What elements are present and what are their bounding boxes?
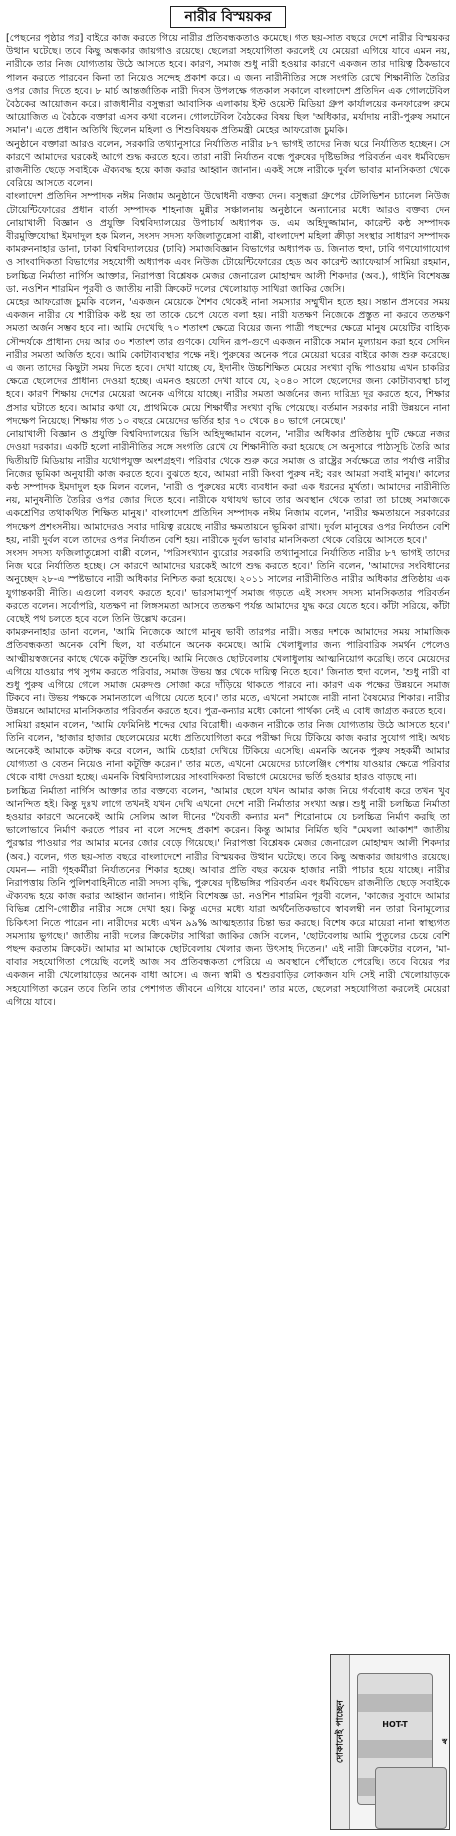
article-paragraph: নোয়াখালী বিজ্ঞান ও প্রযুক্তি বিশ্ববিদ্যালয়ের ভিসি অহিদুজ্জামান বলেন, 'নারীর অধিকার প্রতিষ্ঠায় দুটি ক্ষেত্রে নজর দেওয়া দরকার। একটি হলো নারীনীতির সঙ্গে সংগতি রেখে যে শিক্ষানীতি করা হয়েছে সে অনুসারে পাঠ্যসূচি তৈরি আর দ্বিতীয়টি মিডিয়ায় নারীর যথোপযুক্ত অংশগ্রহণ। পরিবার থেকে শুরু করে সমাজ ও রাষ্ট্রের সর্বক্ষেত্রে তার পর্যাপ্ত নারীর নিজের ভূমিকা অনুযায়ী কাজ করতে হবে। বুঝতে হবে, আমরা নারী কিংবা পুরুষ নই; বরং আমরা সবাই মানুষ।' কালের কণ্ঠ সম্পাদক ইমদাদুল হক মিলন বলেন, 'নারী ও পুরুষের মধ্যে ব্যবধান করা এক ধরনের মূর্খতা। আমাদের নারীনীতি নয়, মানুষনীতি তৈরির ওপর জোর দিতে হবে। নারীকে যথাযথ ভাবে তার অবস্থান থেকে তারা তা চাচ্ছে সমাজকে একশ্রেণির তথাকথিত শিক্ষিত মানুষ।' বাংলাদেশ প্রতিদিন সম্পাদক নঈম নিজাম বলেন, 'নারীর ক্ষমতায়নে সরকারের পদক্ষেপ প্রশংসনীয়। আমাদেরও সবার দায়িত্ব রয়েছে নারীর ক্ষমতায়নে ভূমিকা রাখা। দুর্বল মানুষের ওপর নির্যাতন বেশি হয়, নারী দুর্বল বলে তাদের ওপর নির্যাতন বেশি হয়। নারীকে দুর্বল ভাবার মানসিকতা থেকে বেরিয়ে আসতে হবে।' <box>6 429 450 546</box>
article-paragraph: কামরুননাহার ডানা বলেন, 'আমি নিজেকে আগে মানুষ ভাবী তারপর নারী। সত্তর দশকে আমাদের সময় সামাজিক প্রতিবন্ধকতা অনেক বেশি ছিল, যা বর্তমানে অনেক কমেছে। আমি খেলাধুলার জন্য পারিবারিক সমর্থন পেলেও আত্মীয়স্বজনের কাছে থেকে কটূক্তি শুনেছি। আমি নিজেও ছোটবেলায় খেলাধুলায় আত্মনিয়োগ করেছি। তবে মেয়েদের এগিয়ে যাওয়ার পথ সুগম করতে পরিবার, সমাজ উভয় স্তর থেকে দায়িত্ব নিতে হবে।' জিনাত হুদা বলেন, 'শুধু নারী বা শুধু পুরুষ এগিয়ে গেলে সমাজ মেরুদণ্ড সোজা করে দাঁড়িয়ে থাকতে পারবে না। কারণ এক পক্ষের উন্নয়নে সমাজ টিকবে না। উভয় পক্ষকে সমানতালে এগিয়ে যেতে হবে।' তার মতে, এখনো সমাজে নারী নানা বৈষম্যের শিকার। নারীর উন্নয়নে আমাদের মানসিকতার পরিবর্তন করতে হবে। পুত্র-কন্যার মধ্যে কোনো পার্থক্য নেই এ বোধ জাগ্রত করতে হবে। <box>6 627 450 718</box>
product-bag-image-2 <box>375 1767 447 1829</box>
article-body <box>6 32 450 1830</box>
product-label: HOT-T <box>382 1720 408 1729</box>
article-paragraph: অনুষ্ঠানে বক্তারা আরও বলেন, সরকারি তথ্যানুসারে নির্যাতিত নারীর ৮৭ ভাগই তাদের নিজ ঘরে নির্যাতিত হচ্ছেন। সে কারণে আমাদের ঘরকেই আগে শুদ্ধ করতে হবে। তারা নারী নির্যাতন বন্ধে পুরুষের দৃষ্টিভঙ্গির পরিবর্তন এবং ধর্মবিভেদ রাজনীতি ছেড়ে সবাইকে ঐক্যবদ্ধ হয়ে কাজ করার আহ্বান জানান। একই সঙ্গে নারীকে দুর্বল ভাবার মানসিকতা থেকে বেরিয়ে আসতে বলেন। <box>6 138 450 190</box>
article-paragraph: [পেছনের পৃষ্ঠার পর] বাইরে কাজ করতে গিয়ে নারীর প্রতিবন্ধকতাও কমেছে। গত ছয়-সাত বছরে দেশে নারীর বিস্ময়কর উত্থান ঘটেছে। তবে কিছু অন্ধকার জায়গাও রয়েছে। ছেলেরা সহযোগিতা করলেই যে মেয়েরা এগিয়ে যাবে এমন নয়, নারীকে তার নিজ যোগ্যতায় উঠে আসতে হবে। কারণ, সমাজ শুধু নারী হওয়ার কারণে একজন তার দায়িত্ব ঠিকভাবে পালন করতে পারবেন কিনা তা নিয়েও সন্দেহ প্রকাশ করে। এ জন্য নারীনীতির সঙ্গে সংগতি রেখে শিক্ষানীতি তৈরির ওপর জোর দিতে হবে। ৮ মার্চ আন্তর্জাতিক নারী দিবস উপলক্ষে গতকাল সকালে বাংলাদেশ প্রতিদিন এক গোলটেবিল বৈঠকের আয়োজন করে। রাজধানীর বসুন্ধরা আবাসিক এলাকায় ইস্ট ওয়েস্ট মিডিয়া গ্রুপ কার্যালয়ের কনফারেন্স রুমে আয়োজিত এ বৈঠকে বক্তারা এসব কথা বলেন। গোলটেবিল বৈঠকের বিষয় ছিল 'অধিকার, মর্যাদায় নারী-পুরুষ সমানে সমান'। এতে প্রধান অতিথি ছিলেন মহিলা ও শিশুবিষয়ক প্রতিমন্ত্রী মেহের আফরোজ চুমকি। <box>6 33 450 137</box>
article-paragraph: বাংলাদেশ প্রতিদিন সম্পাদক নঈম নিজাম অনুষ্ঠানে উদ্বোধনী বক্তব্য দেন। বসুন্ধরা গ্রুপের টেলিভিশন চ্যানেল নিউজ টোয়েন্টিফোরের প্রধান বার্তা সম্পাদক শাহনাজ মুন্নীর সঞ্চালনায় অনুষ্ঠানে অন্যান্যের মধ্যে আরও বক্তব্য দেন নোয়াখালী বিজ্ঞান ও প্রযুক্তি বিশ্ববিদ্যালয়ের উপাচার্য অধ্যাপক ড. এম অহিদুজ্জামান, কারেন্ট কন্ঠ সম্পাদক বীরমুক্তিযোদ্ধা ইমদাদুল হক মিলন, সংসদ সদস্য ফজিলাতুন্নেসা বাপ্পী, বাংলাদেশ মহিলা ক্রীড়া সংস্থার সাধারণ সম্পাদক কামরুননাহার ডানা, ঢাকা বিশ্ববিদ্যালয়ের (ঢাবি) সমাজবিজ্ঞান বিভাগের অধ্যাপক ড. জিনাত হুদা, ঢাবি গণযোগাযোগ ও সাংবাদিকতা বিভাগের সহযোগী অধ্যাপক এবং নিউজ টোয়েন্টিফোরের হেড অব কারেন্ট অ্যাফেয়ার্স সামিয়া রহমান, চলচ্চিত্র নির্মাতা নার্গিস আক্তার, নিরাপত্তা বিশ্লেষক মেজর জেনারেল মোহাম্মদ আলী শিকদার (অব.), গাইনি বিশেষজ্ঞ ডা. নওশিন শারমিন পূরবী ও জাতীয় নারী ক্রিকেট দলের খেলোয়াড় সাথিরা জাকির জেসি। <box>6 191 450 295</box>
ad-side-text: স্ব <box>442 1737 447 1746</box>
article-paragraph: চলচ্চিত্র নির্মাতা নার্গিস আক্তার তার বক্তব্যে বলেন, 'আমার ছেলে যখন আমার কাজ নিয়ে গর্ববোধ করে তখন খুব আনন্দিত হই। কিন্তু দুঃখ লাগে তখনই যখন দেখি এখনো দেশে নারী নির্মাতার সংখ্যা অল্প। শুধু নারী চলচ্চিত্র নির্মাতা হওয়ার কারণে অনেকেই আমি সেলিম আল দীনের "যৈবতী কন্যার মন" শিরোনামে যে চলচ্চিত্র নির্মাণ করছি তা ভালোভাবে নির্মাণ করতে পারব না বলে সন্দেহ প্রকাশ করেন। কিন্তু আমার নির্মিত ছবি "মেঘলা আকাশ" জাতীয় পুরস্কার পাওয়ার পর আমার মনের জোর বেড়ে গিয়েছে।' নিরাপত্তা বিশ্লেষক মেজর জেনারেল মোহাম্মদ আলী শিকদার (অব.) বলেন, গত ছয়-সাত বছরে বাংলাদেশে নারীর বিস্ময়কর উত্থান ঘটেছে। তবে কিছু অন্ধকার জায়গাও রয়েছে। যেমন— নারী গৃহকর্মীরা নির্যাতনের শিকার হচ্ছে। আবার প্রতি বছর কয়েক হাজার নারী পাচার হয়ে যাচ্ছে। নারীর নিরাপত্তায় তিনি পুলিশবাহিনীতে নারী সদস্য বৃদ্ধি, পুরুষের দৃষ্টিভঙ্গির পরিবর্তন এবং ধর্মবিভেদ রাজনীতি ছেড়ে সবাইকে ঐক্যবদ্ধ হয়ে কাজ করার আহ্বান জানান। গাইনি বিশেষজ্ঞ ডা. নওশিন শারমিন পূরবী বলেন, 'কাজের সুবাদে আমার বিভিন্ন শ্রেণি-গোষ্ঠীর নারীর সঙ্গে দেখা হয়। কিন্তু এদের মধ্যে যারা অর্থনৈতিকভাবে স্বাবলম্বী নন তারা বিনামূল্যের চিকিৎসা নিতে পারেন না। নারীদের মধ্যে এখন ৯৯% আত্মহত্যার চিন্তা ভর করছে। বিশেষ করে মায়েরা নানা স্বাস্থ্যগত সমস্যায় ভুগছে।' জাতীয় নারী দলের ক্রিকেটার সাথিরা জাকির জেসি বলেন, 'ছোটবেলায় আমি পুতুলের চেয়ে বেশি পছন্দ করতাম ক্রিকেট। আমার মা আমাকে ছোটবেলায় খেলার জন্য উৎসাহ দিতেন।' এই নারী ক্রিকেটার বলেন, 'মা-বাবার সহযোগিতা পেয়েছি বলেই আজ সব প্রতিবন্ধকতা পেরিয়ে এ অবস্থানে পৌঁছাতে পেরেছি। তবে বিয়ের পর একজন নারী খেলোয়াড়ের অনেক বাধা আসে। এ জন্য স্বামী ও শ্বশুরবাড়ির লোকজন যদি সেই নারী খেলোয়াড়কে সহযোগিতা করেন তবে তিনি তার পেশাগত জীবনে এগিয়ে যাবেন।' তার মতে, ছেলেরা সহযোগিতা করলেই মেয়েরা এগিয়ে যাবে। <box>6 785 450 1008</box>
article-paragraph: সামিয়া রহমান বলেন, 'আমি ফেমিনিষ্ট শব্দের ঘোর বিরোধী। একজন নারীকে তার নিজ যোগ্যতায় উঠে আসতে হবে।' তিনি বলেন, 'হাজার হাজার ছেলেমেয়ের মধ্যে প্রতিযোগিতা করে পরীক্ষা দিয়ে টিকিয়ে কাজ করার সুযোগ পাই। অথচ অনেকেই আমাকে কটাক্ষ করে বলেন, আমি চেহারা দেখিয়ে টিকিয়ে এসেছি। এমনকি অনেক পুরুষ সহকর্মী আমার যোগ্যতা ও বেতন নিয়েও নানা কটূক্তি করেন।' তার মতে, এখনো মেয়েদের চ্যালেঞ্জিং পেশায় যাওয়ার ক্ষেত্রে পরিবার থেকে বাধা দেওয়া হচ্ছে। এমনকি বিশ্ববিদ্যালয়ের সাংবাদিকতা বিভাগে মেয়েদের ভর্তি হওয়ার হারও বাড়ছে না। <box>6 719 450 784</box>
headline-box <box>0 6 456 28</box>
advertisement <box>330 1654 450 1830</box>
article-paragraph: সংসদ সদস্য ফজিলাতুন্নেসা বাপ্পী বলেন, 'পরিসংখ্যান ব্যুরোর সরকারি তথ্যানুসারে নির্যাতিত নারীর ৮৭ ভাগই তাদের নিজ ঘরে নির্যাতিত হচ্ছে। সে কারণে আমাদের ঘরকেই আগে শুদ্ধ করতে হবে।' তিনি বলেন, 'আমাদের সংবিধানের অনুচ্ছেদ ২৮-এ স্পষ্টভাবে নারী অধিকার নিশ্চিত করা হয়েছে। ২০১১ সালের নারীনীতিও নারীর অধিকার প্রতিষ্ঠায় এক যুগান্তকারী নীতি। এগুলো বলবৎ করতে হবে।' ভারসাম্যপূর্ণ সমাজ গড়তে এই সংসদ সদস্য মানসিকতার পরিবর্তন করতে বলেন। সর্বোপরি, যতক্ষণ না লিঙ্গসমতা আসবে ততক্ষণ পর্যন্ত আমাদের যুদ্ধ করে যেতে হবে। কাঁটা সরিয়ে, কাঁটা বেছেই পথ চলতে হবে বলে তিনি উল্লেখ করেন। <box>6 547 450 625</box>
headline: নারীর বিস্ময়কর <box>170 6 287 28</box>
article-paragraph: মেহের আফরোজ চুমকি বলেন, 'একজন মেয়েকে শৈশব থেকেই নানা সমস্যার সম্মুখীন হতে হয়। সন্তান প্রসবের সময় একজন নারীর যে শারীরিক কষ্ট হয় তা তাকে চেপে যেতে বলা হয়। নারী যতক্ষণ নিজেকে প্রস্তুত না করবে ততক্ষণ সমতা অর্জন সম্ভব হবে না। আমি দেখেছি ৭০ শতাংশ ক্ষেত্রে বিয়ের জন্য পাত্রী পছন্দের ক্ষেত্রে মানুষ মেয়েটির বাহ্যিক সৌন্দর্যকে প্রাধান্য দেয় আর ৩০ শতাংশ তার গুণকে। যেদিন রূপ-গুণে একজন নারীকে সমান মূল্যায়ন করা হবে সেদিন নারীর সমতা অর্জিত হবে। আমি কোটাব্যবস্থার পক্ষে নই। পুরুষের অনেক পরে মেয়েরা ঘরের বাইরে কাজ শুরু করেছে। এ জন্য তাদের কিছুটা সময় দিতে হবে। দেখা যাচ্ছে যে, ইদানীং উচ্চশিক্ষিত মেয়ের সংখ্যা বৃদ্ধি পাওয়ায় এখন চাকরির ক্ষেত্রে ছেলেদের প্রাধান্য দেওয়া হচ্ছে। এমনও হয়তো দেখা যাবে যে, ২০৪০ সালে ছেলেদের জন্য কোটাব্যবস্থা চালু হবে। কারণ শিক্ষায় দেশের মেয়েরা অনেক এগিয়ে যাচ্ছে। নারীর সমতা অর্জনের জন্য দারিদ্র্য দূর করতে হবে, শিক্ষার প্রসার ঘটাতে হবে। আমার কথা যে, প্রাথমিকে মেয়ে শিক্ষার্থীর সংখ্যা বৃদ্ধি পেয়েছে। বর্তমান সরকার নারী উন্নয়নে নানা পদক্ষেপ নিয়েছে। শিক্ষায় গত ১০ বছরে মেয়েদের ভর্তির হার ৭০ থেকে ৪০ ভাগে নেমেছে।' <box>6 297 450 427</box>
ad-vertical-text: দোকানেই পাচ্ছেন <box>335 1700 346 1764</box>
